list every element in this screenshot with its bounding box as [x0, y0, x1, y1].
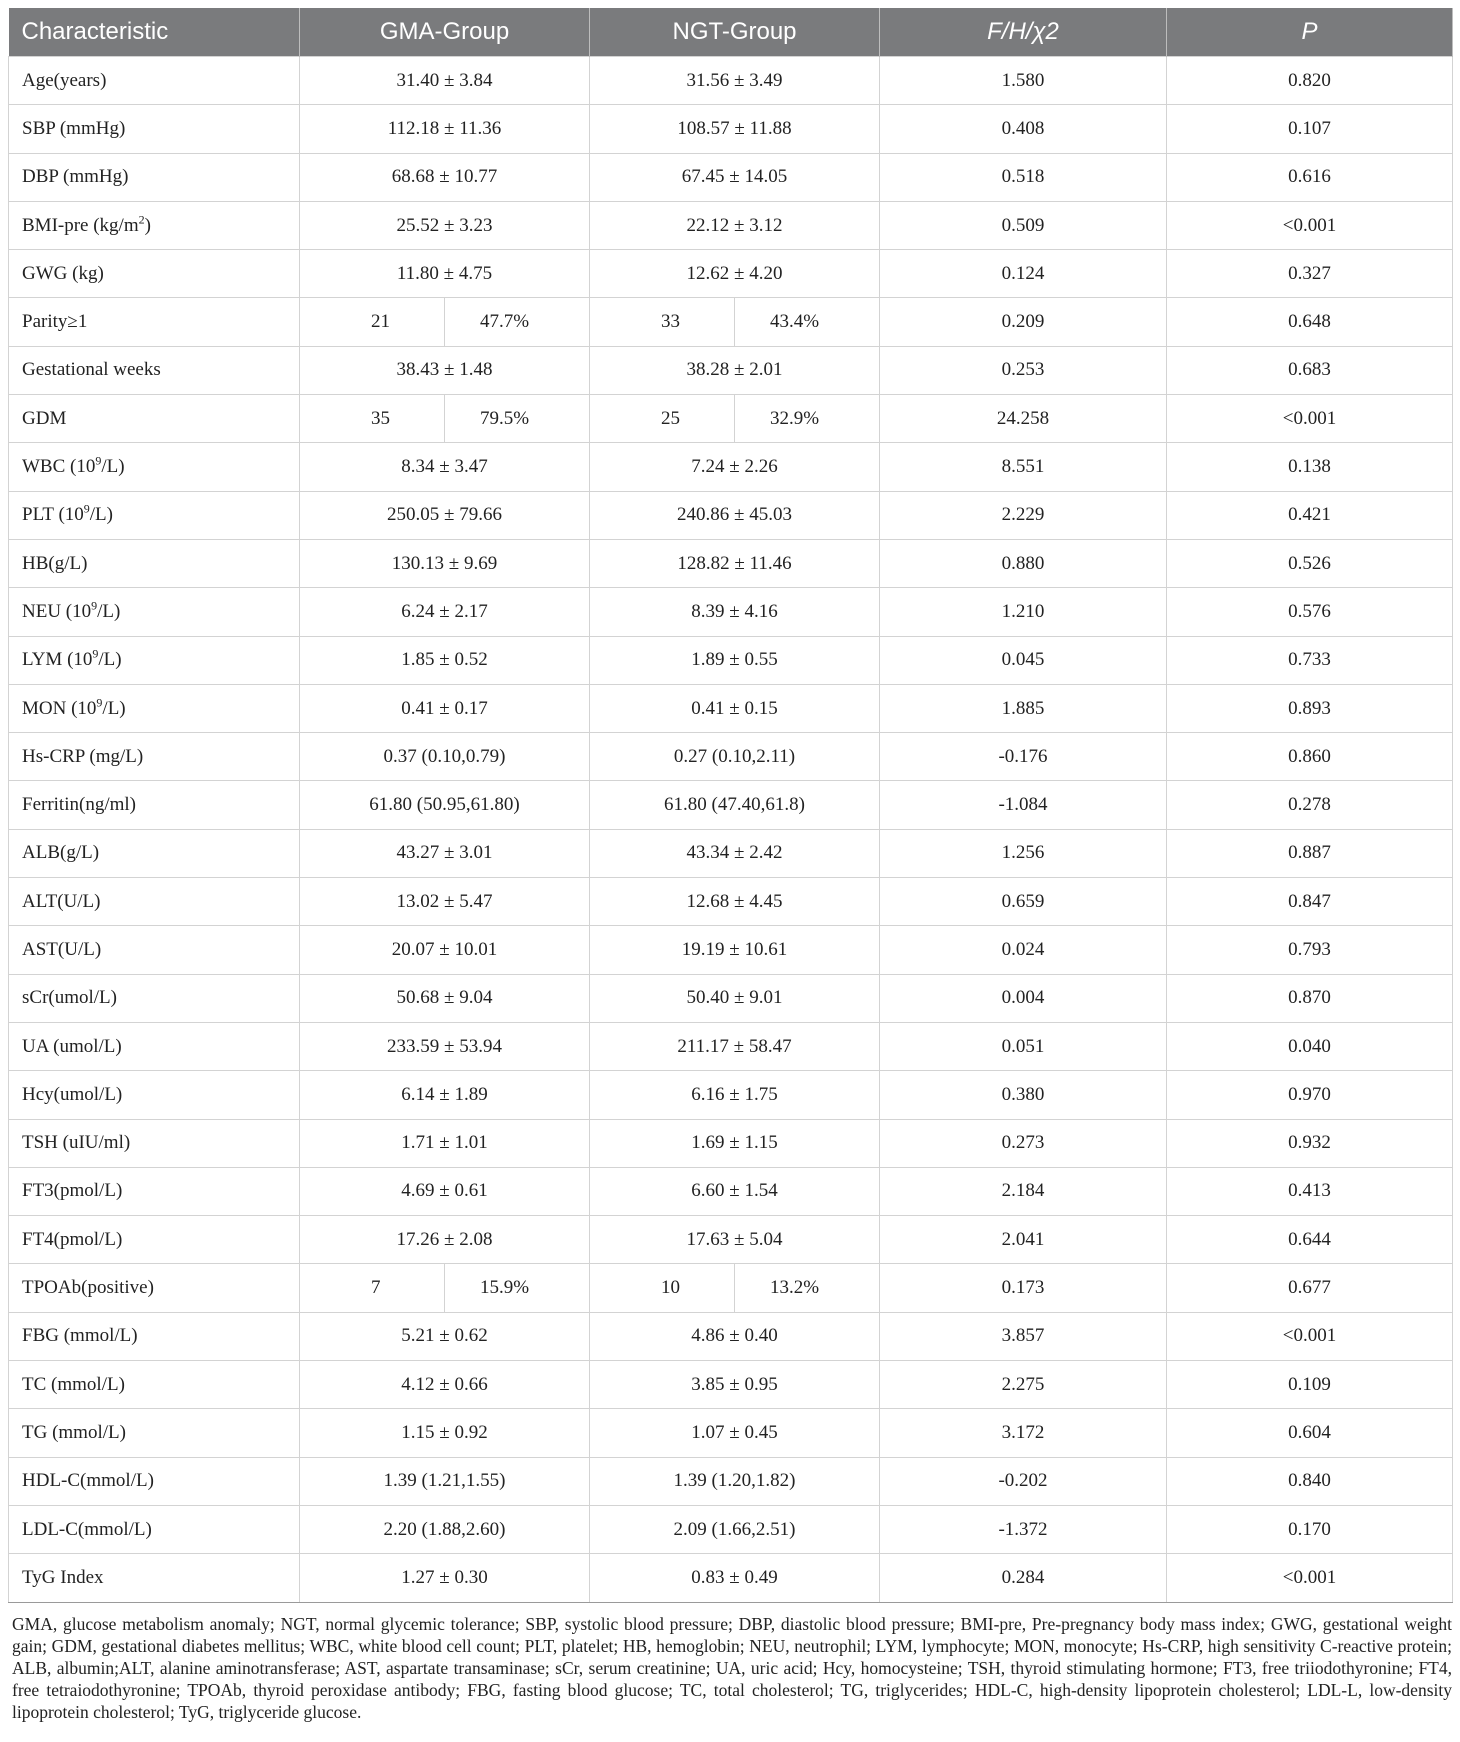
row-label-text: SBP (mmHg)	[22, 117, 126, 139]
statistic-value: -0.202	[880, 1457, 1167, 1505]
ngt-value: 17.63 ± 5.04	[590, 1216, 880, 1264]
header-gma-group: GMA-Group	[300, 8, 590, 57]
row-label	[9, 395, 300, 443]
table-row	[9, 539, 1453, 587]
statistic-value: 0.124	[880, 250, 1167, 298]
ngt-value: 108.57 ± 11.88	[590, 105, 880, 153]
row-label	[9, 105, 300, 153]
p-value: 0.840	[1167, 1457, 1453, 1505]
row-label-text: ALB(g/L)	[22, 842, 100, 864]
statistic-value: 0.273	[880, 1119, 1167, 1167]
table-row	[9, 1361, 1453, 1409]
row-label	[9, 298, 300, 346]
p-value: 0.170	[1167, 1505, 1453, 1553]
row-label-text: PLT (10	[22, 504, 84, 526]
ngt-count: 10	[590, 1264, 735, 1312]
row-label-superscript: 9	[91, 598, 98, 613]
row-label-superscript: 9	[92, 646, 99, 661]
gma-value: 13.02 ± 5.47	[300, 878, 590, 926]
ngt-count: 25	[590, 395, 735, 443]
gma-value: 112.18 ± 11.36	[300, 105, 590, 153]
row-label-text: Parity≥1	[22, 311, 88, 333]
p-value: 0.327	[1167, 250, 1453, 298]
row-label-superscript: 2	[138, 212, 145, 227]
p-value: 0.413	[1167, 1167, 1453, 1215]
row-label-text: MON (10	[22, 697, 97, 719]
gma-value: 25.52 ± 3.23	[300, 201, 590, 249]
ngt-value: 3.85 ± 0.95	[590, 1361, 880, 1409]
table-row	[9, 588, 1453, 636]
row-label	[9, 57, 300, 105]
row-label	[9, 1071, 300, 1119]
p-value: 0.604	[1167, 1409, 1453, 1457]
row-label-text: BMI-pre (kg/m	[22, 214, 139, 236]
row-label	[9, 153, 300, 201]
ngt-value: 50.40 ± 9.01	[590, 974, 880, 1022]
row-label-suffix: /L)	[98, 649, 122, 671]
ngt-value: 1.89 ± 0.55	[590, 636, 880, 684]
gma-value: 6.24 ± 2.17	[300, 588, 590, 636]
row-label-text: TG (mmol/L)	[22, 1421, 126, 1443]
p-value: 0.887	[1167, 829, 1453, 877]
ngt-value: 4.86 ± 0.40	[590, 1312, 880, 1360]
p-value: <0.001	[1167, 1312, 1453, 1360]
p-value: 0.278	[1167, 781, 1453, 829]
table-row	[9, 636, 1453, 684]
gma-value: 130.13 ± 9.69	[300, 539, 590, 587]
p-value: 0.820	[1167, 57, 1453, 105]
row-label-suffix: /L)	[102, 697, 126, 719]
statistic-value: 0.284	[880, 1554, 1167, 1602]
row-label-suffix: )	[144, 214, 151, 236]
gma-value: 61.80 (50.95,61.80)	[300, 781, 590, 829]
statistic-value: 0.004	[880, 974, 1167, 1022]
statistic-value: 2.229	[880, 491, 1167, 539]
ngt-value: 0.27 (0.10,2.11)	[590, 733, 880, 781]
row-label-text: Hs-CRP (mg/L)	[22, 745, 144, 767]
table-row	[9, 1119, 1453, 1167]
table-row	[9, 443, 1453, 491]
statistic-value: -1.084	[880, 781, 1167, 829]
ngt-value: 7.24 ± 2.26	[590, 443, 880, 491]
p-value: 0.138	[1167, 443, 1453, 491]
ngt-value: 43.34 ± 2.42	[590, 829, 880, 877]
statistic-value: 2.184	[880, 1167, 1167, 1215]
gma-percent: 47.7%	[445, 298, 590, 346]
row-label	[9, 1264, 300, 1312]
gma-value: 6.14 ± 1.89	[300, 1071, 590, 1119]
ngt-value: 38.28 ± 2.01	[590, 346, 880, 394]
row-label-text: DBP (mmHg)	[22, 166, 129, 188]
statistic-value: 1.580	[880, 57, 1167, 105]
ngt-value: 0.41 ± 0.15	[590, 684, 880, 732]
row-label-superscript: 9	[96, 695, 103, 710]
row-label	[9, 539, 300, 587]
statistic-value: 0.045	[880, 636, 1167, 684]
row-label-text: WBC (10	[22, 456, 96, 478]
table-row	[9, 105, 1453, 153]
row-label-text: Hcy(umol/L)	[22, 1083, 123, 1105]
table-row	[9, 1409, 1453, 1457]
p-value: 0.860	[1167, 733, 1453, 781]
statistic-value: 0.509	[880, 201, 1167, 249]
ngt-value: 128.82 ± 11.46	[590, 539, 880, 587]
table-row	[9, 781, 1453, 829]
gma-count: 21	[300, 298, 445, 346]
row-label-suffix: /L)	[97, 600, 121, 622]
gma-value: 31.40 ± 3.84	[300, 57, 590, 105]
row-label-text: AST(U/L)	[22, 938, 102, 960]
gma-count: 35	[300, 395, 445, 443]
row-label	[9, 878, 300, 926]
row-label	[9, 829, 300, 877]
row-label	[9, 1409, 300, 1457]
table-row	[9, 153, 1453, 201]
statistic-value: 0.380	[880, 1071, 1167, 1119]
row-label	[9, 1554, 300, 1602]
statistic-value: 0.408	[880, 105, 1167, 153]
document	[8, 8, 1452, 1723]
gma-value: 11.80 ± 4.75	[300, 250, 590, 298]
ngt-value: 22.12 ± 3.12	[590, 201, 880, 249]
table-row	[9, 1022, 1453, 1070]
p-value: <0.001	[1167, 1554, 1453, 1602]
row-label-text: GDM	[22, 407, 67, 429]
statistic-value: 0.659	[880, 878, 1167, 926]
table-row	[9, 201, 1453, 249]
p-value: 0.733	[1167, 636, 1453, 684]
gma-value: 0.37 (0.10,0.79)	[300, 733, 590, 781]
row-label	[9, 1505, 300, 1553]
header-statistic: F/H/χ2	[880, 8, 1167, 57]
p-value: 0.107	[1167, 105, 1453, 153]
table-row	[9, 733, 1453, 781]
table-footnote: GMA, glucose metabolism anomaly; NGT, normal glycemic tolerance; SBP, systolic blood pressure; DBP, diastolic blood pressure; BMI-pre, Pre-pregnancy body mass index; GWG, gestational weight gain; GDM, gestational diabetes mellitus; WBC, white blood cell count; PLT, platelet; HB, hemoglobin; NEU, neutrophil; LYM, lymphocyte; MON, monocyte; Hs-CRP, high sensitivity C-reactive protein; ALB, albumin;ALT, alanine aminotransferase; AST, aspartate transaminase; sCr, serum creatinine; UA, uric acid; Hcy, homocysteine; TSH, thyroid stimulating hormone; FT3, free triiodothyronine; FT4, free tetraiodothyronine; TPOAb, thyroid peroxidase antibody; FBG, fasting blood glucose; TC, total cholesterol; TG, triglycerides; HDL-C, high-density lipoprotein cholesterol; LDL-L, low-density lipoprotein cholesterol; TyG, triglyceride glucose.	[12, 1613, 1452, 1722]
row-label	[9, 201, 300, 249]
statistic-value: 1.256	[880, 829, 1167, 877]
gma-value: 1.39 (1.21,1.55)	[300, 1457, 590, 1505]
header-p-value: P	[1167, 8, 1453, 57]
statistic-value: 0.253	[880, 346, 1167, 394]
row-label-text: HDL-C(mmol/L)	[22, 1470, 154, 1492]
ngt-value: 8.39 ± 4.16	[590, 588, 880, 636]
table-row	[9, 1216, 1453, 1264]
p-value: 0.793	[1167, 926, 1453, 974]
statistic-value: 0.880	[880, 539, 1167, 587]
gma-percent: 15.9%	[445, 1264, 590, 1312]
ngt-value: 0.83 ± 0.49	[590, 1554, 880, 1602]
gma-value: 4.69 ± 0.61	[300, 1167, 590, 1215]
table-row	[9, 346, 1453, 394]
row-label-text: FT4(pmol/L)	[22, 1228, 123, 1250]
table-row	[9, 1457, 1453, 1505]
row-label	[9, 250, 300, 298]
p-value: 0.970	[1167, 1071, 1453, 1119]
p-value: 0.870	[1167, 974, 1453, 1022]
table-body	[9, 57, 1453, 1603]
p-value: 0.932	[1167, 1119, 1453, 1167]
ngt-percent: 13.2%	[735, 1264, 880, 1312]
statistic-value: 3.172	[880, 1409, 1167, 1457]
row-label-text: FT3(pmol/L)	[22, 1180, 123, 1202]
ngt-count: 33	[590, 298, 735, 346]
row-label	[9, 491, 300, 539]
p-value: 0.893	[1167, 684, 1453, 732]
ngt-value: 67.45 ± 14.05	[590, 153, 880, 201]
row-label-text: TyG Index	[22, 1566, 104, 1588]
row-label-text: HB(g/L)	[22, 552, 88, 574]
table-row	[9, 298, 1453, 346]
row-label-text: GWG (kg)	[22, 262, 104, 284]
statistic-value: 24.258	[880, 395, 1167, 443]
ngt-value: 2.09 (1.66,2.51)	[590, 1505, 880, 1553]
row-label	[9, 1361, 300, 1409]
statistic-value: 0.209	[880, 298, 1167, 346]
row-label-superscript: 9	[83, 501, 90, 516]
row-label-superscript: 9	[95, 453, 102, 468]
statistic-value: 0.173	[880, 1264, 1167, 1312]
gma-value: 8.34 ± 3.47	[300, 443, 590, 491]
ngt-value: 6.16 ± 1.75	[590, 1071, 880, 1119]
gma-value: 1.15 ± 0.92	[300, 1409, 590, 1457]
ngt-value: 1.69 ± 1.15	[590, 1119, 880, 1167]
table-row	[9, 974, 1453, 1022]
row-label-text: Gestational weeks	[22, 359, 161, 381]
ngt-value: 6.60 ± 1.54	[590, 1167, 880, 1215]
gma-value: 250.05 ± 79.66	[300, 491, 590, 539]
gma-value: 43.27 ± 3.01	[300, 829, 590, 877]
p-value: 0.040	[1167, 1022, 1453, 1070]
row-label-text: LDL-C(mmol/L)	[22, 1518, 152, 1540]
table-row	[9, 926, 1453, 974]
row-label	[9, 684, 300, 732]
statistic-value: 0.051	[880, 1022, 1167, 1070]
gma-value: 0.41 ± 0.17	[300, 684, 590, 732]
ngt-value: 1.07 ± 0.45	[590, 1409, 880, 1457]
row-label	[9, 926, 300, 974]
row-label-text: Age(years)	[22, 69, 107, 91]
p-value: 0.616	[1167, 153, 1453, 201]
table-row	[9, 684, 1453, 732]
row-label	[9, 588, 300, 636]
table-row	[9, 1167, 1453, 1215]
statistic-value: -1.372	[880, 1505, 1167, 1553]
statistic-value: 0.518	[880, 153, 1167, 201]
gma-value: 20.07 ± 10.01	[300, 926, 590, 974]
row-label-suffix: /L)	[89, 504, 113, 526]
table-row	[9, 491, 1453, 539]
ngt-value: 31.56 ± 3.49	[590, 57, 880, 105]
row-label-text: NEU (10	[22, 600, 92, 622]
p-value: 0.421	[1167, 491, 1453, 539]
row-label	[9, 781, 300, 829]
p-value: 0.109	[1167, 1361, 1453, 1409]
gma-value: 17.26 ± 2.08	[300, 1216, 590, 1264]
gma-value: 38.43 ± 1.48	[300, 346, 590, 394]
row-label-text: ALT(U/L)	[22, 890, 101, 912]
ngt-value: 1.39 (1.20,1.82)	[590, 1457, 880, 1505]
row-label	[9, 974, 300, 1022]
gma-value: 1.71 ± 1.01	[300, 1119, 590, 1167]
statistic-value: 3.857	[880, 1312, 1167, 1360]
gma-value: 1.85 ± 0.52	[300, 636, 590, 684]
row-label-text: Ferritin(ng/ml)	[22, 794, 136, 816]
row-label	[9, 1457, 300, 1505]
gma-percent: 79.5%	[445, 395, 590, 443]
gma-value: 68.68 ± 10.77	[300, 153, 590, 201]
p-value: <0.001	[1167, 201, 1453, 249]
row-label	[9, 1119, 300, 1167]
row-label-text: TSH (uIU/ml)	[22, 1132, 131, 1154]
characteristics-table	[8, 8, 1453, 1603]
statistic-value: -0.176	[880, 733, 1167, 781]
table-row	[9, 57, 1453, 105]
row-label-text: TC (mmol/L)	[22, 1373, 125, 1395]
p-value: 0.644	[1167, 1216, 1453, 1264]
header-row	[9, 8, 1453, 57]
ngt-value: 211.17 ± 58.47	[590, 1022, 880, 1070]
table-row	[9, 1071, 1453, 1119]
statistic-value: 2.041	[880, 1216, 1167, 1264]
header-characteristic: Characteristic	[9, 8, 300, 57]
row-label-text: TPOAb(positive)	[22, 1277, 154, 1299]
table-row	[9, 829, 1453, 877]
p-value: 0.576	[1167, 588, 1453, 636]
table-row	[9, 878, 1453, 926]
row-label	[9, 1216, 300, 1264]
ngt-value: 12.68 ± 4.45	[590, 878, 880, 926]
row-label-text: UA (umol/L)	[22, 1035, 122, 1057]
header-ngt-group: NGT-Group	[590, 8, 880, 57]
table-row	[9, 1312, 1453, 1360]
row-label	[9, 346, 300, 394]
ngt-value: 19.19 ± 10.61	[590, 926, 880, 974]
gma-value: 1.27 ± 0.30	[300, 1554, 590, 1602]
table-row	[9, 250, 1453, 298]
statistic-value: 2.275	[880, 1361, 1167, 1409]
p-value: 0.683	[1167, 346, 1453, 394]
gma-value: 50.68 ± 9.04	[300, 974, 590, 1022]
statistic-value: 8.551	[880, 443, 1167, 491]
row-label	[9, 1022, 300, 1070]
p-value: 0.526	[1167, 539, 1453, 587]
p-value: <0.001	[1167, 395, 1453, 443]
p-value: 0.677	[1167, 1264, 1453, 1312]
row-label-text: sCr(umol/L)	[22, 987, 117, 1009]
gma-value: 4.12 ± 0.66	[300, 1361, 590, 1409]
statistic-value: 1.885	[880, 684, 1167, 732]
row-label-text: LYM (10	[22, 649, 93, 671]
row-label	[9, 636, 300, 684]
table-row	[9, 395, 1453, 443]
statistic-value: 0.024	[880, 926, 1167, 974]
row-label	[9, 733, 300, 781]
ngt-value: 240.86 ± 45.03	[590, 491, 880, 539]
row-label	[9, 1167, 300, 1215]
p-value: 0.648	[1167, 298, 1453, 346]
table-row	[9, 1505, 1453, 1553]
gma-value: 2.20 (1.88,2.60)	[300, 1505, 590, 1553]
statistic-value: 1.210	[880, 588, 1167, 636]
table-row	[9, 1554, 1453, 1602]
gma-value: 233.59 ± 53.94	[300, 1022, 590, 1070]
row-label	[9, 443, 300, 491]
ngt-percent: 32.9%	[735, 395, 880, 443]
row-label-suffix: /L)	[101, 456, 125, 478]
p-value: 0.847	[1167, 878, 1453, 926]
row-label	[9, 1312, 300, 1360]
ngt-percent: 43.4%	[735, 298, 880, 346]
table-row	[9, 1264, 1453, 1312]
gma-value: 5.21 ± 0.62	[300, 1312, 590, 1360]
ngt-value: 12.62 ± 4.20	[590, 250, 880, 298]
row-label-text: FBG (mmol/L)	[22, 1325, 138, 1347]
gma-count: 7	[300, 1264, 445, 1312]
ngt-value: 61.80 (47.40,61.8)	[590, 781, 880, 829]
